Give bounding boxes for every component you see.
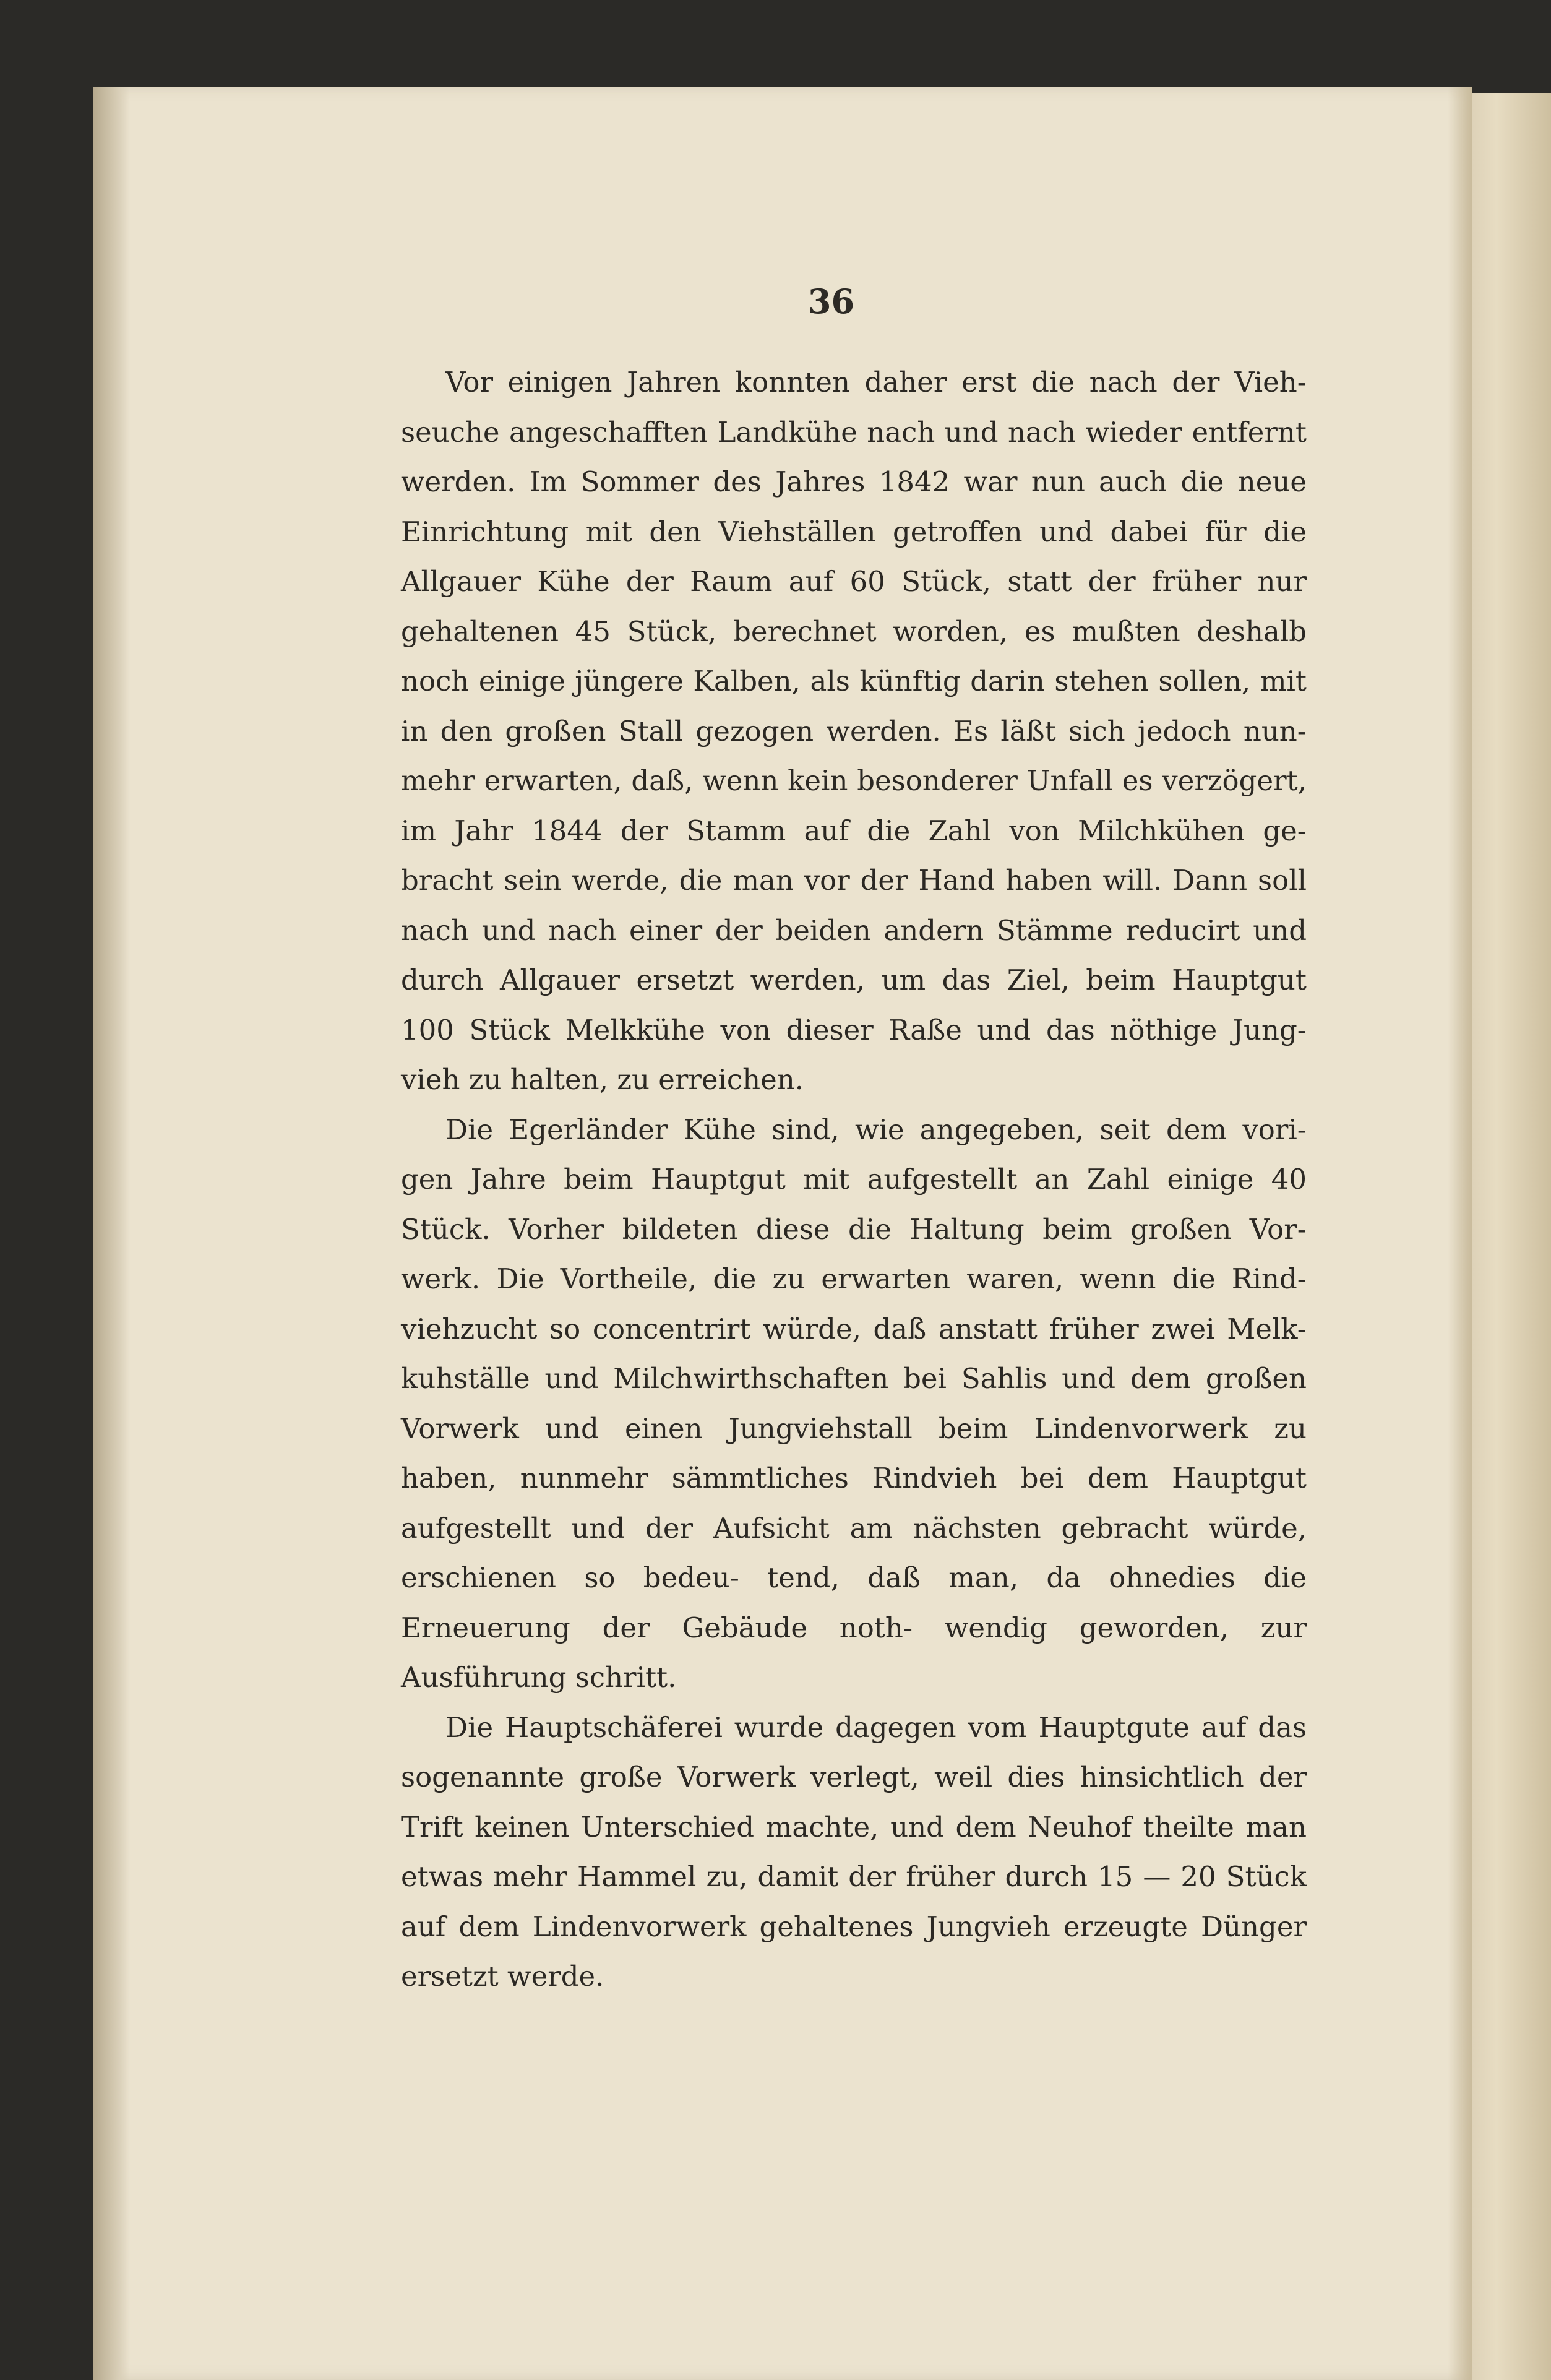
page-gutter-shadow [93, 87, 130, 2380]
page-number: 36 [807, 282, 855, 321]
page-edge-shadow [1448, 87, 1472, 2380]
paragraph-1: Vor einigen Jahren konnten daher erst die nach der Vieh- seuche angeschafften Landkühe nach und nach wieder entfernt werden. Im Sommer des Jahres 1842 war nun auch die neue Einrichtung mit den Viehställen getroffen und dabei für die Allgauer Kühe der Raum auf 60 Stück, statt der früher nur gehaltenen 45 Stück, berechnet worden, es mußten deshalb noch einige jüngere Kalben, als künftig darin stehen sollen, mit in den großen Stall gezogen werden. Es läßt sich jedoch nun- mehr erwarten, daß, wenn kein besonderer Unfall es verzögert, im Jahr 1844 der Stamm auf die Zahl von Milchkühen ge- bracht sein werde, die man vor der Hand haben will. Dann soll nach und nach einer der beiden andern Stämme reducirt und durch Allgauer ersetzt werden, um das Ziel, beim Hauptgut 100 Stück Melkkühe von dieser Raße und das nöthige Jung- vieh zu halten, zu erreichen. [401, 366, 1307, 1096]
paragraph-2: Die Egerländer Kühe sind, wie angegeben, seit dem vori- gen Jahre beim Hauptgut mit aufgestellt an Zahl einige 40 Stück. Vorher bildeten diese die Haltung beim großen Vor- werk. Die Vortheile, die zu erwarten waren, wenn die Rind- viehzucht so concentrirt würde, daß anstatt früher zwei Melk- kuhställe und Milchwirthschaften bei Sahlis und dem großen Vorwerk und einen Jungviehstall beim Lindenvorwerk zu haben, nunmehr sämmtliches Rindvieh bei dem Hauptgut aufgestellt und der Aufsicht am nächsten gebracht würde, erschienen so bedeu- tend, daß man, da ohnedies die Erneuerung der Gebäude noth- wendig geworden, zur Ausführung schritt. [401, 1113, 1307, 1694]
body-text [401, 358, 1307, 2002]
paragraph-3: Die Hauptschäferei wurde dagegen vom Hauptgute auf das sogenannte große Vorwerk verlegt, weil dies hinsichtlich der Trift keinen Unterschied machte, und dem Neuhof theilte man etwas mehr Hammel zu, damit der früher durch 15 — 20 Stück auf dem Lindenvorwerk gehaltenes Jungvieh erzeugte Dünger ersetzt werde. [401, 1710, 1307, 1993]
book-page-edges [1460, 93, 1551, 2380]
